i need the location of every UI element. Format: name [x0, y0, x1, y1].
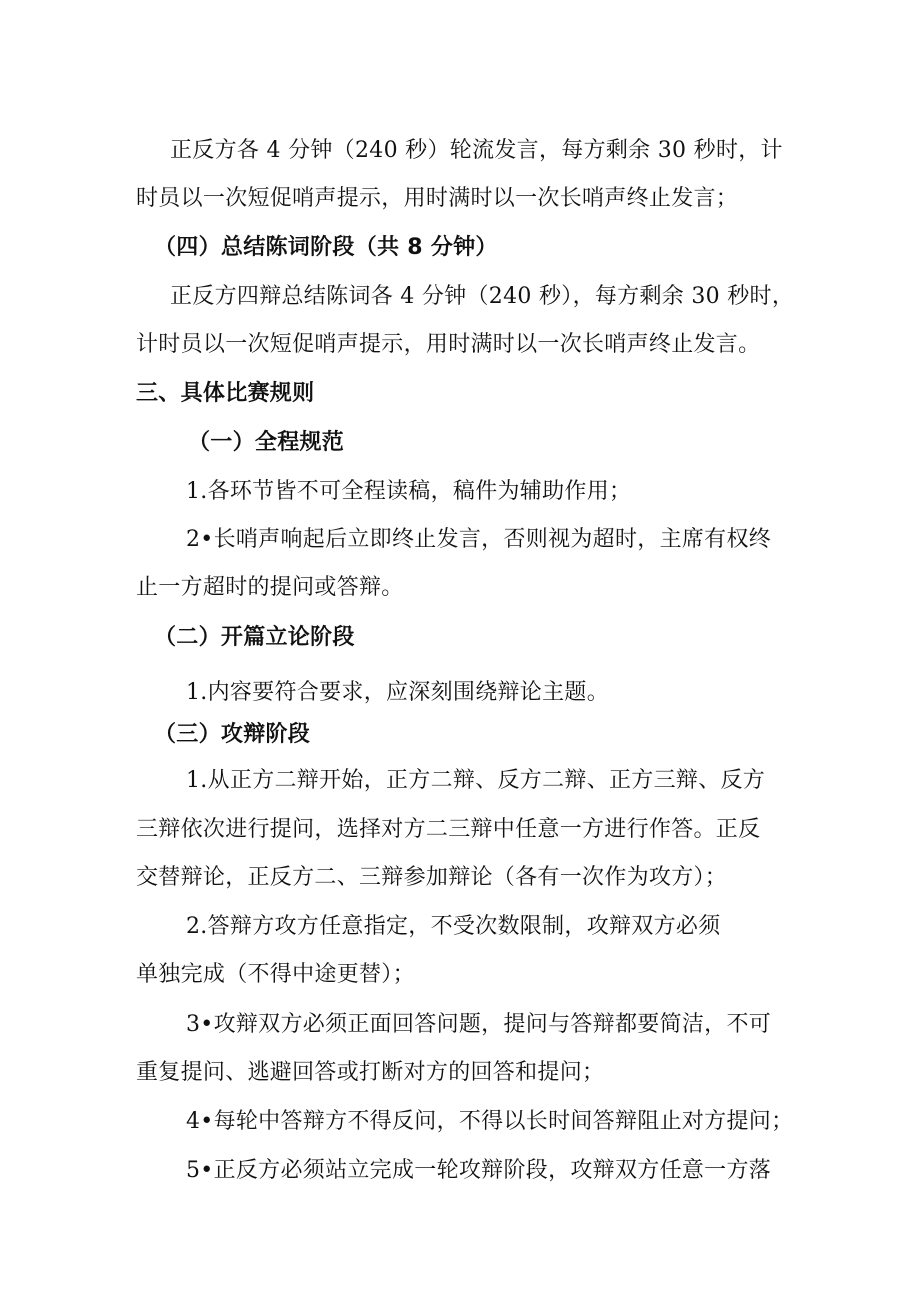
paragraph-line: 1.内容要符合要求，应深刻围绕辩论主题。: [186, 680, 609, 705]
section-heading-summary: （四）总结陈词阶段（共 8 分钟）: [154, 235, 498, 260]
paragraph-line: 计时员以一次短促哨声提示，用时满时以一次长哨声终止发言。: [136, 332, 761, 357]
paragraph-line: 重复提问、逃避回答或打断对方的回答和提问；: [136, 1060, 605, 1085]
paragraph-line: 2•长哨声响起后立即终止发言，否则视为超时，主席有权终: [186, 527, 772, 552]
paragraph-line: 1.各环节皆不可全程读稿，稿件为辅助作用；: [186, 479, 632, 504]
paragraph-line: 时员以一次短促哨声提示，用时满时以一次长哨声终止发言；: [136, 186, 739, 211]
section-heading-attack: （三）攻辩阶段: [154, 722, 311, 747]
paragraph-line: 4•每轮中答辩方不得反问，不得以长时间答辩阻止对方提问；: [186, 1109, 794, 1134]
paragraph-line: 3•攻辩双方必须正面回答问题，提问与答辩都要简洁，不可: [186, 1012, 772, 1037]
section-heading-rules: 三、具体比赛规则: [136, 381, 315, 406]
section-heading-opening: （二）开篇立论阶段: [154, 625, 355, 650]
paragraph-line: 2.答辩方攻方任意指定，不受次数限制，攻辩双方必须: [186, 914, 721, 939]
paragraph-line: 5•正反方必须站立完成一轮攻辩阶段，攻辩双方任意一方落: [186, 1158, 772, 1183]
paragraph-line: 正反方四辩总结陈词各 4 分钟（240 秒），每方剩余 30 秒时，: [170, 284, 795, 309]
section-heading-general: （一）全程规范: [188, 430, 345, 455]
paragraph-line: 三辩依次进行提问，选择对方二三辩中任意一方进行作答。正反: [136, 817, 761, 842]
paragraph-line: 止一方超时的提问或答辩。: [136, 575, 404, 600]
paragraph-line: 单独完成（不得中途更替）；: [136, 962, 415, 987]
paragraph-line: 交替辩论，正反方二、三辩参加辩论（各有一次作为攻方）；: [136, 865, 728, 890]
paragraph-line: 1.从正方二辩开始，正方二辩、反方二辩、正方三辩、反方: [186, 768, 766, 793]
paragraph-line: 正反方各 4 分钟（240 秒）轮流发言，每方剩余 30 秒时，计: [170, 138, 783, 163]
